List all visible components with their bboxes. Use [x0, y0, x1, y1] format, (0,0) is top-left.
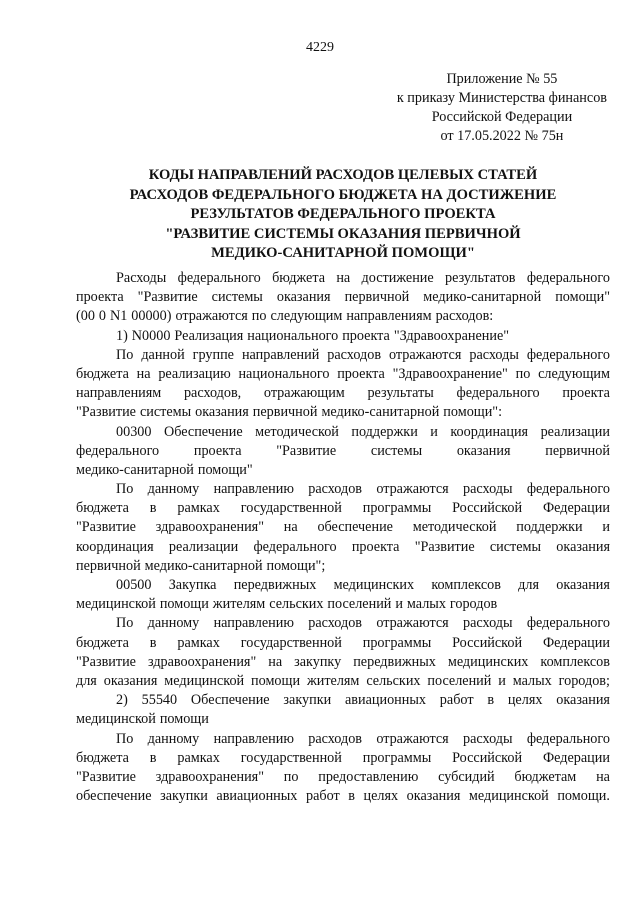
word: методической — [412, 519, 497, 536]
word: программы — [362, 634, 432, 651]
word: здравоохранения" — [155, 768, 265, 785]
body-line — [76, 307, 610, 326]
word: направлениям — [346, 308, 432, 325]
word: достижение — [361, 270, 434, 286]
word: результатов — [445, 270, 516, 286]
word: сельских — [269, 596, 324, 613]
word: целях — [363, 788, 399, 805]
word: государственной — [240, 749, 342, 766]
word: расходов — [327, 346, 382, 363]
word: проекта — [76, 289, 124, 306]
word: 2) — [116, 692, 128, 709]
word: проекта — [193, 442, 242, 459]
word: на — [596, 768, 610, 785]
body-line — [76, 346, 610, 365]
body-line — [76, 634, 610, 653]
page-number: 4229 — [306, 40, 334, 55]
word: национального — [247, 327, 339, 344]
word: и — [498, 672, 506, 689]
word: обеспечение — [317, 519, 393, 536]
word: медицинской — [164, 672, 245, 689]
word: рамках — [177, 500, 220, 517]
body-line — [76, 576, 610, 595]
word: бюджетам — [514, 768, 577, 785]
word: федерального — [526, 346, 610, 363]
body-line — [76, 518, 610, 537]
body-line — [76, 557, 610, 576]
word: "Развитие — [76, 519, 136, 536]
body-line — [76, 653, 610, 672]
word: 00000) — [131, 308, 172, 325]
word: федерального — [456, 385, 540, 402]
body-line — [76, 730, 610, 749]
title-line: РЕЗУЛЬТАТОВ ФЕДЕРАЛЬНОГО ПРОЕКТА — [190, 206, 496, 222]
word: Федерации — [542, 500, 610, 517]
word: предоставлению — [318, 768, 419, 785]
word: в — [149, 634, 157, 651]
word: Расходы — [116, 270, 167, 286]
word: поддержки — [351, 423, 418, 440]
body-line — [76, 691, 610, 710]
word: Российской — [452, 634, 523, 651]
word: поселений — [327, 596, 392, 613]
word: следующим — [538, 365, 610, 382]
appendix-line: Приложение № 55 — [446, 71, 558, 87]
body-line — [76, 288, 610, 307]
word: медицинской — [76, 711, 156, 728]
word: оказания — [276, 289, 331, 306]
word: закупки — [160, 788, 208, 805]
word: Российской — [452, 749, 523, 766]
word: в — [149, 749, 157, 766]
word: "Развитие — [76, 768, 136, 785]
word: расходов — [308, 481, 362, 498]
word: малых — [512, 672, 552, 689]
body-line — [76, 614, 610, 633]
word: отражаются — [376, 615, 449, 632]
word: на — [136, 365, 151, 382]
word: 0 — [98, 308, 106, 325]
word: на — [336, 270, 351, 286]
word: помощи" — [555, 289, 610, 306]
word: (00 — [76, 308, 95, 325]
word: расходов: — [435, 308, 494, 325]
word: оказания — [406, 788, 461, 805]
word: в — [149, 500, 157, 517]
word: Обеспечение — [190, 692, 270, 709]
word: рамках — [177, 749, 220, 766]
word: По — [116, 615, 134, 632]
word: медико-санитарной — [76, 461, 194, 478]
word: национального — [238, 365, 330, 382]
word: государственной — [240, 634, 342, 651]
word: городов — [449, 596, 498, 613]
word: проекта — [351, 538, 400, 555]
body-line — [76, 538, 610, 557]
word: поддержки — [516, 519, 583, 536]
word: первичной — [344, 289, 410, 306]
word: 1) — [116, 327, 128, 344]
word: в — [348, 788, 355, 805]
word: обеспечение — [76, 788, 152, 805]
word: "Развитие — [276, 442, 337, 459]
word: расходов, — [183, 385, 242, 402]
word: Российской — [452, 500, 523, 517]
word: поселений — [427, 672, 492, 689]
word: комплексов — [431, 577, 501, 593]
word: малых — [406, 596, 446, 613]
word: для — [76, 672, 97, 689]
appendix-block — [397, 70, 607, 146]
word: системы — [370, 442, 423, 459]
body-line — [76, 710, 610, 729]
word: авиационных — [216, 788, 298, 805]
word: расходов — [308, 730, 362, 747]
word: координация — [76, 538, 154, 555]
word: и — [430, 423, 438, 440]
word: проекта — [562, 385, 610, 402]
word: N0000 — [131, 327, 171, 344]
word: здравоохранения" — [155, 519, 265, 536]
body-line — [76, 365, 610, 384]
word: отражаются — [376, 730, 449, 747]
word: 00300 — [116, 423, 152, 440]
word: федерального — [526, 481, 610, 498]
body-line — [76, 499, 610, 518]
body-line — [76, 403, 610, 422]
word: федерального — [526, 270, 610, 286]
word: оказания — [556, 577, 610, 593]
word: передвижных — [233, 577, 317, 593]
word: направлениям — [76, 385, 162, 402]
word: авиационных — [345, 692, 426, 709]
word: По — [116, 346, 134, 363]
word: помощи — [159, 596, 209, 613]
body-line — [76, 423, 610, 442]
body-line — [76, 595, 610, 614]
word: данному — [147, 615, 200, 632]
word: жителям — [212, 596, 266, 613]
word: оказания — [103, 672, 158, 689]
body-line — [76, 787, 610, 806]
word: "Здравоохранение" — [392, 365, 508, 382]
word: "Развитие — [137, 289, 198, 306]
word: первичной — [545, 442, 610, 459]
body-line — [76, 672, 610, 691]
word: системы — [489, 538, 542, 555]
word: расходы — [463, 730, 513, 747]
word: государственной — [240, 500, 342, 517]
word: медицинских — [333, 577, 415, 593]
word: и — [602, 519, 610, 536]
word: данному — [147, 730, 200, 747]
word: помощи — [159, 711, 209, 728]
word: здравоохранения" — [147, 653, 257, 670]
word: сельских — [366, 672, 421, 689]
word: медицинской — [76, 596, 156, 613]
word: оказания — [195, 404, 249, 421]
word: расходы — [463, 481, 513, 498]
word: федерального — [76, 442, 160, 459]
word: бюджета — [76, 500, 129, 517]
word: по — [515, 365, 531, 382]
appendix-line: Российской Федерации — [431, 109, 573, 125]
word: результаты — [367, 385, 434, 402]
word: данной — [141, 346, 185, 363]
word: N1 — [109, 308, 128, 325]
word: системы — [211, 289, 263, 306]
word: оказания — [556, 538, 610, 555]
word: программы — [362, 749, 432, 766]
word: федерального — [526, 615, 610, 632]
word: передвижных — [353, 653, 436, 670]
title-line: РАСХОДОВ ФЕДЕРАЛЬНОГО БЮДЖЕТА НА ДОСТИЖЕНИЕ — [129, 186, 557, 203]
word: помощи" — [197, 461, 253, 478]
word: 55540 — [141, 692, 178, 709]
word: целях — [507, 692, 543, 709]
word: отражающим — [263, 385, 345, 402]
word: отражаются — [376, 481, 449, 498]
word: отражаются — [389, 346, 462, 363]
word: "Развитие — [76, 404, 136, 421]
word: "Здравоохранение" — [393, 327, 510, 344]
body-line — [76, 269, 610, 288]
word: реализации — [168, 538, 239, 555]
word: системы — [139, 404, 192, 421]
body-line — [76, 768, 610, 787]
body-line — [76, 461, 610, 480]
body-line — [76, 384, 610, 403]
word: направлений — [241, 346, 320, 363]
word: реализацию — [158, 365, 231, 382]
word: и — [395, 596, 403, 613]
word: По — [116, 481, 134, 498]
document-title — [76, 166, 610, 264]
word: программы — [362, 500, 432, 517]
word: расходы — [469, 346, 519, 363]
title-line: МЕДИКО-САНИТАРНОЙ ПОМОЩИ" — [211, 245, 475, 261]
body-line — [76, 442, 610, 461]
word: федерального — [526, 730, 610, 747]
word: работ — [439, 692, 474, 709]
word: Обеспечение — [163, 423, 243, 440]
word: работ — [305, 788, 340, 805]
word: оказания — [456, 442, 511, 459]
word: расходов — [308, 615, 362, 632]
word: Закупка — [168, 577, 217, 593]
word: городов; — [558, 672, 610, 689]
body-line — [76, 480, 610, 499]
word: следующим — [270, 308, 343, 325]
word: по — [251, 308, 267, 325]
word: закупку — [294, 653, 342, 670]
word: данному — [147, 481, 200, 498]
word: бюджета — [76, 365, 129, 382]
word: расходы — [463, 615, 513, 632]
word: помощи — [251, 672, 301, 689]
word: для — [518, 577, 539, 593]
word: медико-санитарной — [423, 289, 542, 306]
word: Федерации — [542, 634, 610, 651]
word: методической — [255, 423, 339, 440]
title-line: "РАЗВИТИЕ СИСТЕМЫ ОКАЗАНИЯ ПЕРВИЧНОЙ — [165, 225, 521, 242]
word: жителям — [306, 672, 360, 689]
body-line — [76, 327, 610, 346]
word: проекта — [342, 327, 390, 344]
word: Реализация — [174, 327, 244, 344]
word: медико-санитарной — [144, 557, 263, 574]
word: отражаются — [175, 308, 248, 325]
word: реализации — [540, 423, 610, 440]
body-line — [76, 749, 610, 768]
title-line: КОДЫ НАПРАВЛЕНИЙ РАСХОДОВ ЦЕЛЕВЫХ СТАТЕЙ — [148, 167, 538, 183]
word: в — [487, 692, 495, 709]
word: оказания — [556, 692, 610, 709]
appendix-line: от 17.05.2022 № 75н — [440, 128, 564, 144]
word: рамках — [177, 634, 220, 651]
word: 00500 — [116, 577, 152, 593]
word: медицинских — [447, 653, 529, 670]
word: По — [116, 730, 134, 747]
word: помощи": — [443, 404, 503, 421]
word: "Развитие — [414, 538, 475, 555]
word: "Развитие — [76, 653, 136, 670]
word: закупки — [283, 692, 332, 709]
word: Федерации — [542, 749, 610, 766]
word: направлению — [213, 615, 294, 632]
word: на — [268, 653, 283, 670]
word: помощи"; — [266, 557, 326, 574]
word: медицинской — [468, 788, 549, 805]
word: координация — [450, 423, 529, 440]
word: по — [283, 768, 299, 785]
word: помощи. — [557, 788, 610, 805]
word: первичной — [252, 404, 318, 421]
appendix-line: к приказу Министерства финансов — [396, 90, 607, 106]
word: бюджета — [76, 749, 129, 766]
word: комплексов — [540, 653, 610, 670]
word: федерального — [177, 270, 261, 286]
word: бюджета — [272, 270, 325, 286]
word: первичной — [76, 557, 141, 574]
word: федерального — [253, 538, 337, 555]
word: группе — [192, 346, 234, 363]
word: медико-санитарной — [321, 404, 440, 421]
word: направлению — [213, 730, 294, 747]
document-body — [76, 269, 610, 806]
word: направлению — [213, 481, 294, 498]
word: бюджета — [76, 634, 129, 651]
word: проекта — [337, 365, 385, 382]
word: на — [283, 519, 298, 536]
word: субсидий — [438, 768, 495, 785]
